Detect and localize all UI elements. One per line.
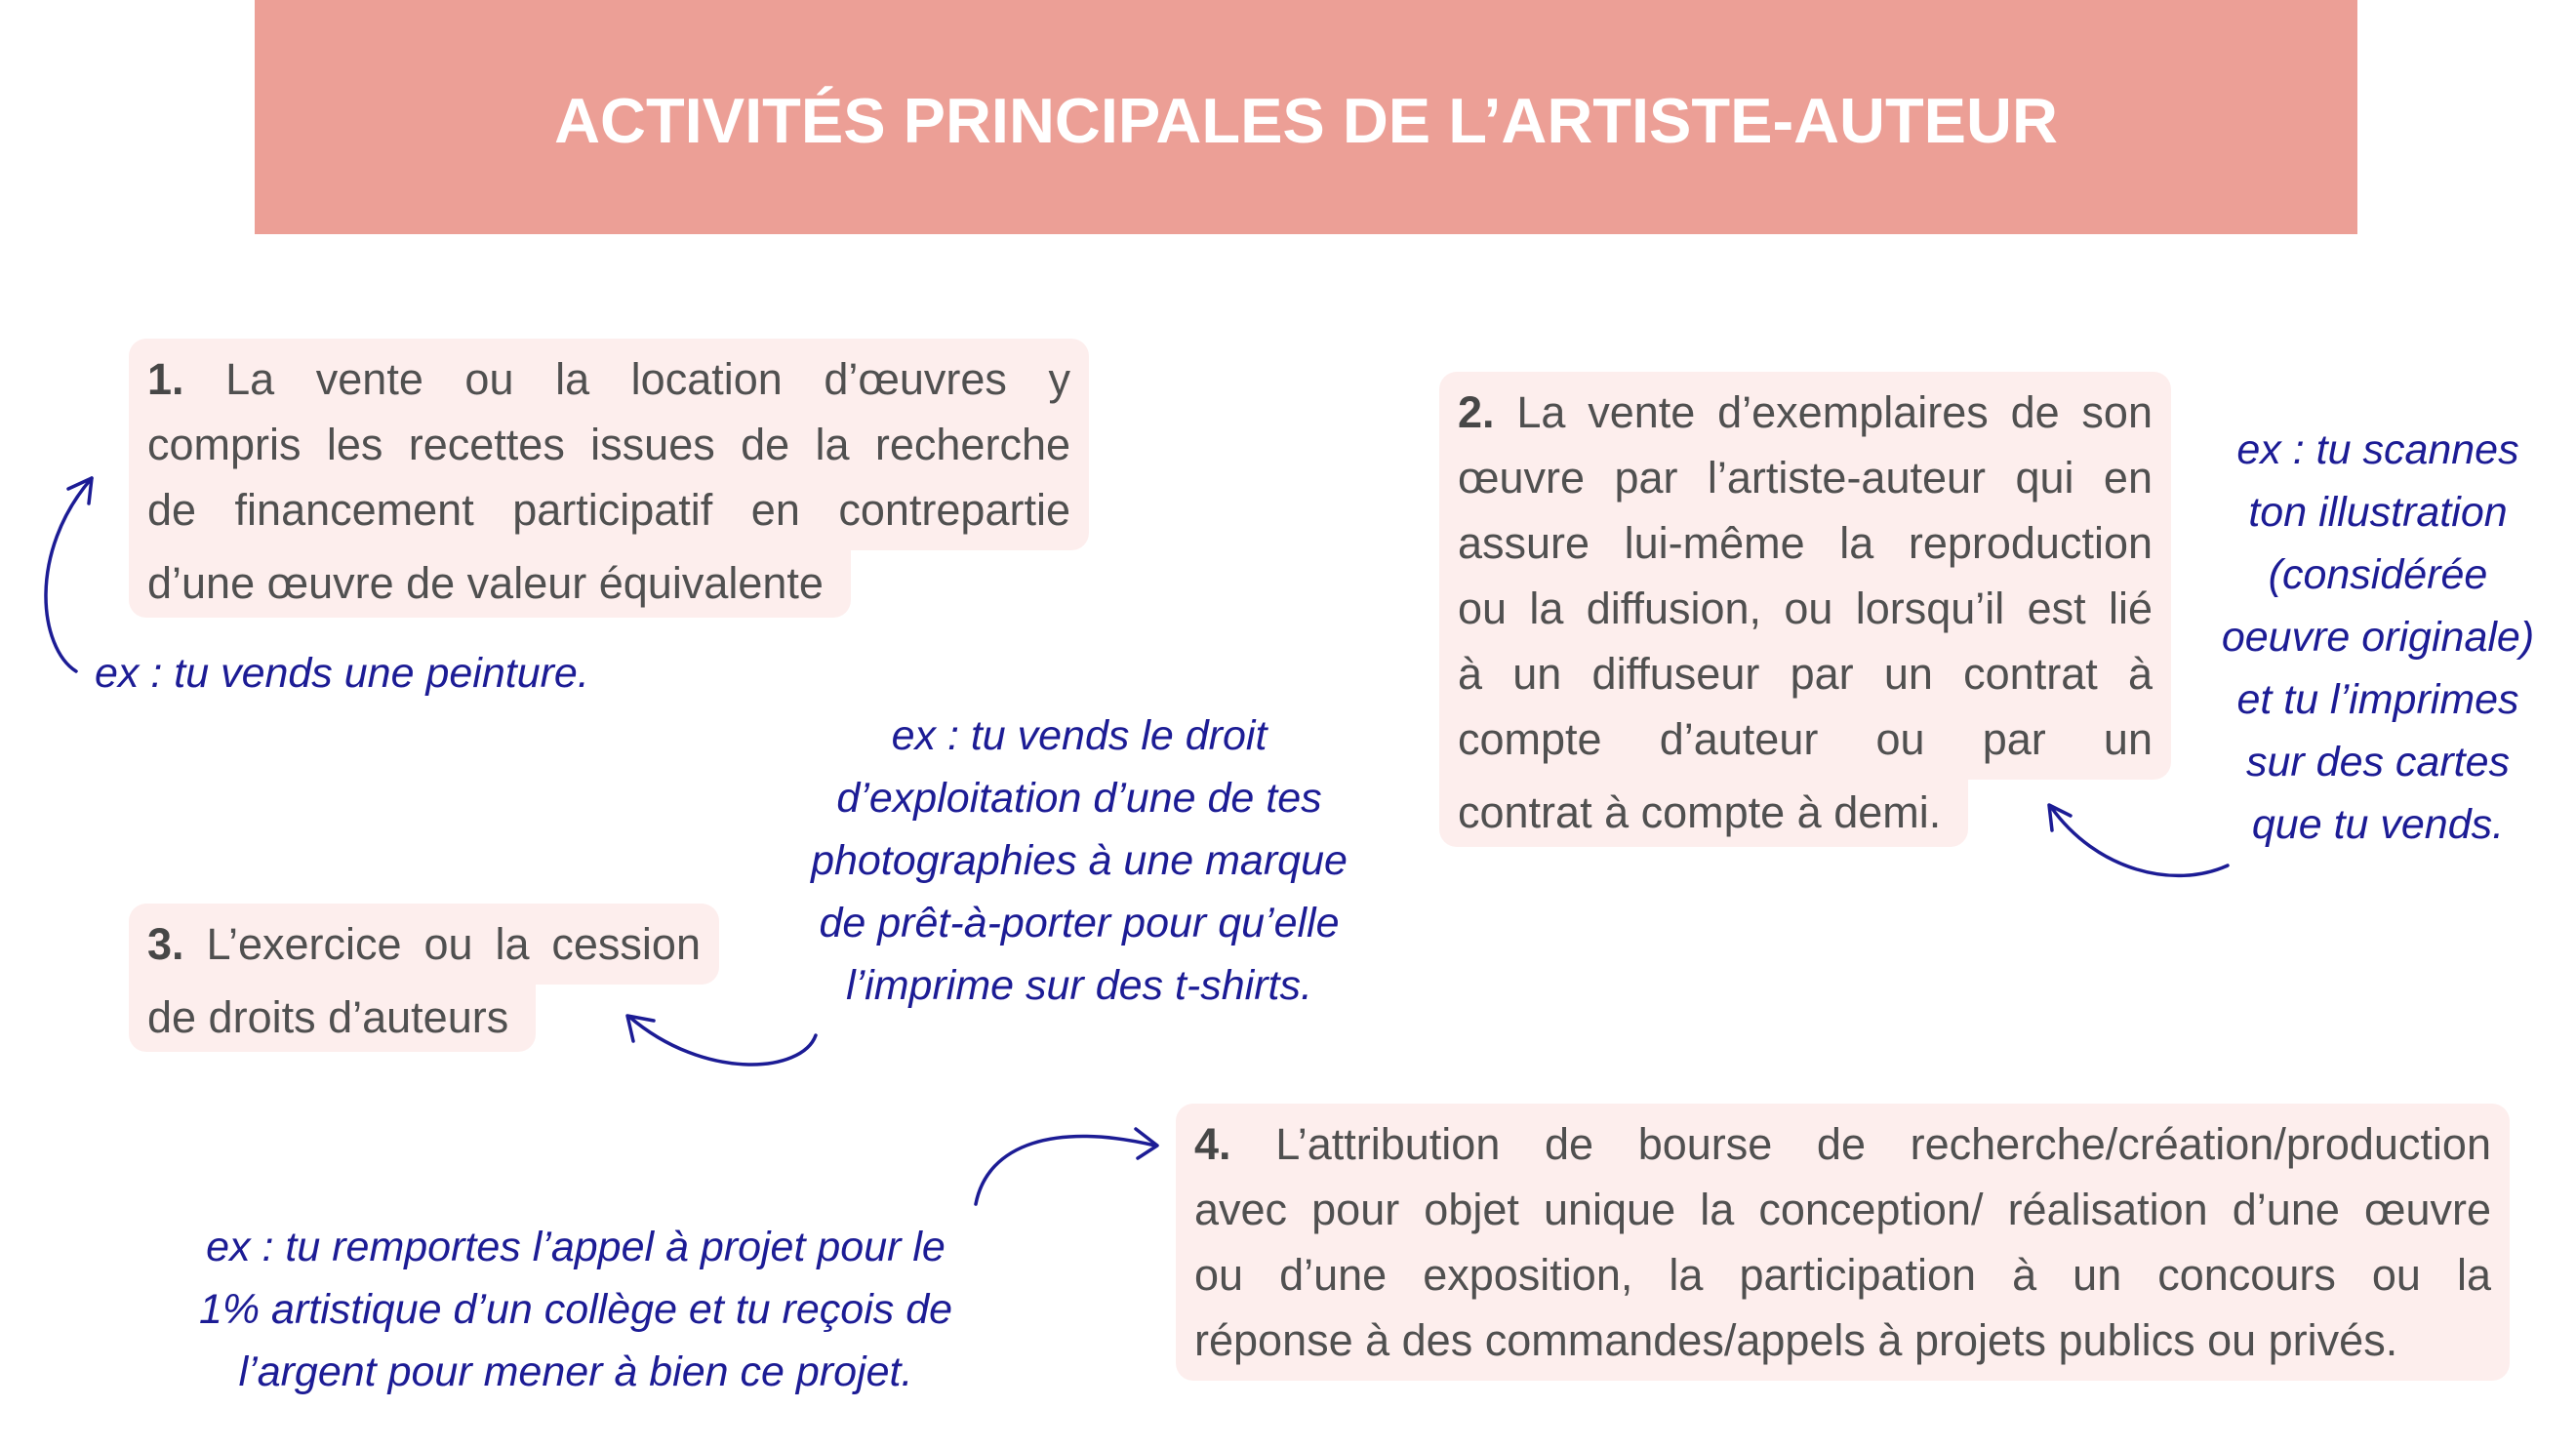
example-line: l’argent pour mener à bien ce projet.	[238, 1348, 913, 1395]
activity-line: avec pour objet unique la conception/ réalisation d’une œuvre	[1194, 1185, 2491, 1234]
example-note-4	[137, 1216, 1015, 1403]
activity-card-4	[1176, 1104, 2510, 1381]
activity-line	[1458, 380, 2153, 445]
activity-number: 1.	[147, 354, 184, 404]
activity-card-3	[129, 904, 719, 1052]
example-line: sur des cartes	[2245, 739, 2511, 785]
activity-line: réponse à des commandes/appels à projets publics ou privés.	[1194, 1315, 2398, 1365]
activity-card-1	[129, 339, 1089, 618]
arrow-shaft	[46, 478, 92, 671]
example-line: ex : tu vends une peinture.	[95, 650, 589, 697]
example-line: l’imprime sur des t-shirts.	[846, 962, 1312, 1009]
curved-arrow-icon	[976, 1129, 1157, 1204]
example-line: 1% artistique d’un collège et tu reçois de	[198, 1286, 953, 1333]
activity-line: ou la diffusion, ou lorsqu’il est lié	[1458, 584, 2153, 633]
activity-line: d’une œuvre de valeur équivalente	[129, 550, 851, 618]
example-line: photographies à une marque	[811, 837, 1348, 884]
example-line: ex : tu vends le droit	[891, 712, 1268, 759]
activity-line: compris les recettes issues de la recherche	[147, 420, 1070, 469]
activity-number: 4.	[1194, 1119, 1231, 1169]
example-line: oeuvre originale)	[2221, 614, 2535, 661]
activity-text-block	[129, 904, 719, 985]
activity-line: ou d’une exposition, la participation à un concours ou la	[1194, 1250, 2491, 1300]
activity-line: contrat à compte à demi.	[1439, 780, 1968, 847]
activity-text-block	[1439, 372, 2171, 780]
title-banner	[255, 0, 2357, 234]
activity-line	[1194, 1111, 2491, 1177]
example-line: que tu vends.	[2251, 801, 2505, 848]
arrow-head	[68, 478, 92, 503]
arrow-head	[1136, 1129, 1157, 1158]
example-line: ton illustration	[2248, 489, 2508, 536]
activity-line: à un diffuseur par un contrat à	[1458, 649, 2153, 699]
activity-line-text: L’attribution de bourse de recherche/création/production	[1275, 1119, 2491, 1169]
activity-line-text: La vente ou la location d’œuvres y	[225, 354, 1070, 404]
curved-arrow-icon	[46, 478, 92, 671]
example-line: (considérée	[2268, 551, 2488, 598]
activity-line: compte d’auteur ou par un	[1458, 714, 2153, 764]
example-note-1	[95, 642, 680, 704]
example-line: et tu l’imprimes	[2236, 676, 2519, 723]
activity-line: de financement participatif en contrepartie	[147, 485, 1070, 535]
activity-line	[147, 911, 701, 977]
activity-number: 3.	[147, 919, 184, 969]
example-note-3	[738, 704, 1421, 1017]
activity-line-text: La vente d’exemplaires de son	[1516, 387, 2153, 437]
activity-text-block	[1176, 1104, 2510, 1381]
arrow-shaft	[976, 1136, 1155, 1204]
example-line: d’exploitation d’une de tes	[836, 775, 1322, 822]
activity-number: 2.	[1458, 387, 1495, 437]
activity-line: de droits d’auteurs	[129, 985, 536, 1052]
activity-line: assure lui-même la reproduction	[1458, 518, 2153, 568]
activity-text-block	[129, 339, 1089, 550]
example-line: de prêt-à-porter pour qu’elle	[819, 900, 1340, 946]
activity-card-2	[1439, 372, 2171, 847]
activity-line-text: L’exercice ou la cession	[206, 919, 701, 969]
activity-line	[147, 346, 1070, 412]
activity-line: œuvre par l’artiste-auteur qui en	[1458, 453, 2153, 503]
example-line: ex : tu scannes	[2236, 426, 2519, 473]
example-note-2	[2202, 419, 2554, 856]
page-title: ACTIVITÉS PRINCIPALES DE L’ARTISTE-AUTEUR	[554, 84, 2058, 156]
example-line: ex : tu remportes l’appel à projet pour le	[206, 1224, 946, 1270]
